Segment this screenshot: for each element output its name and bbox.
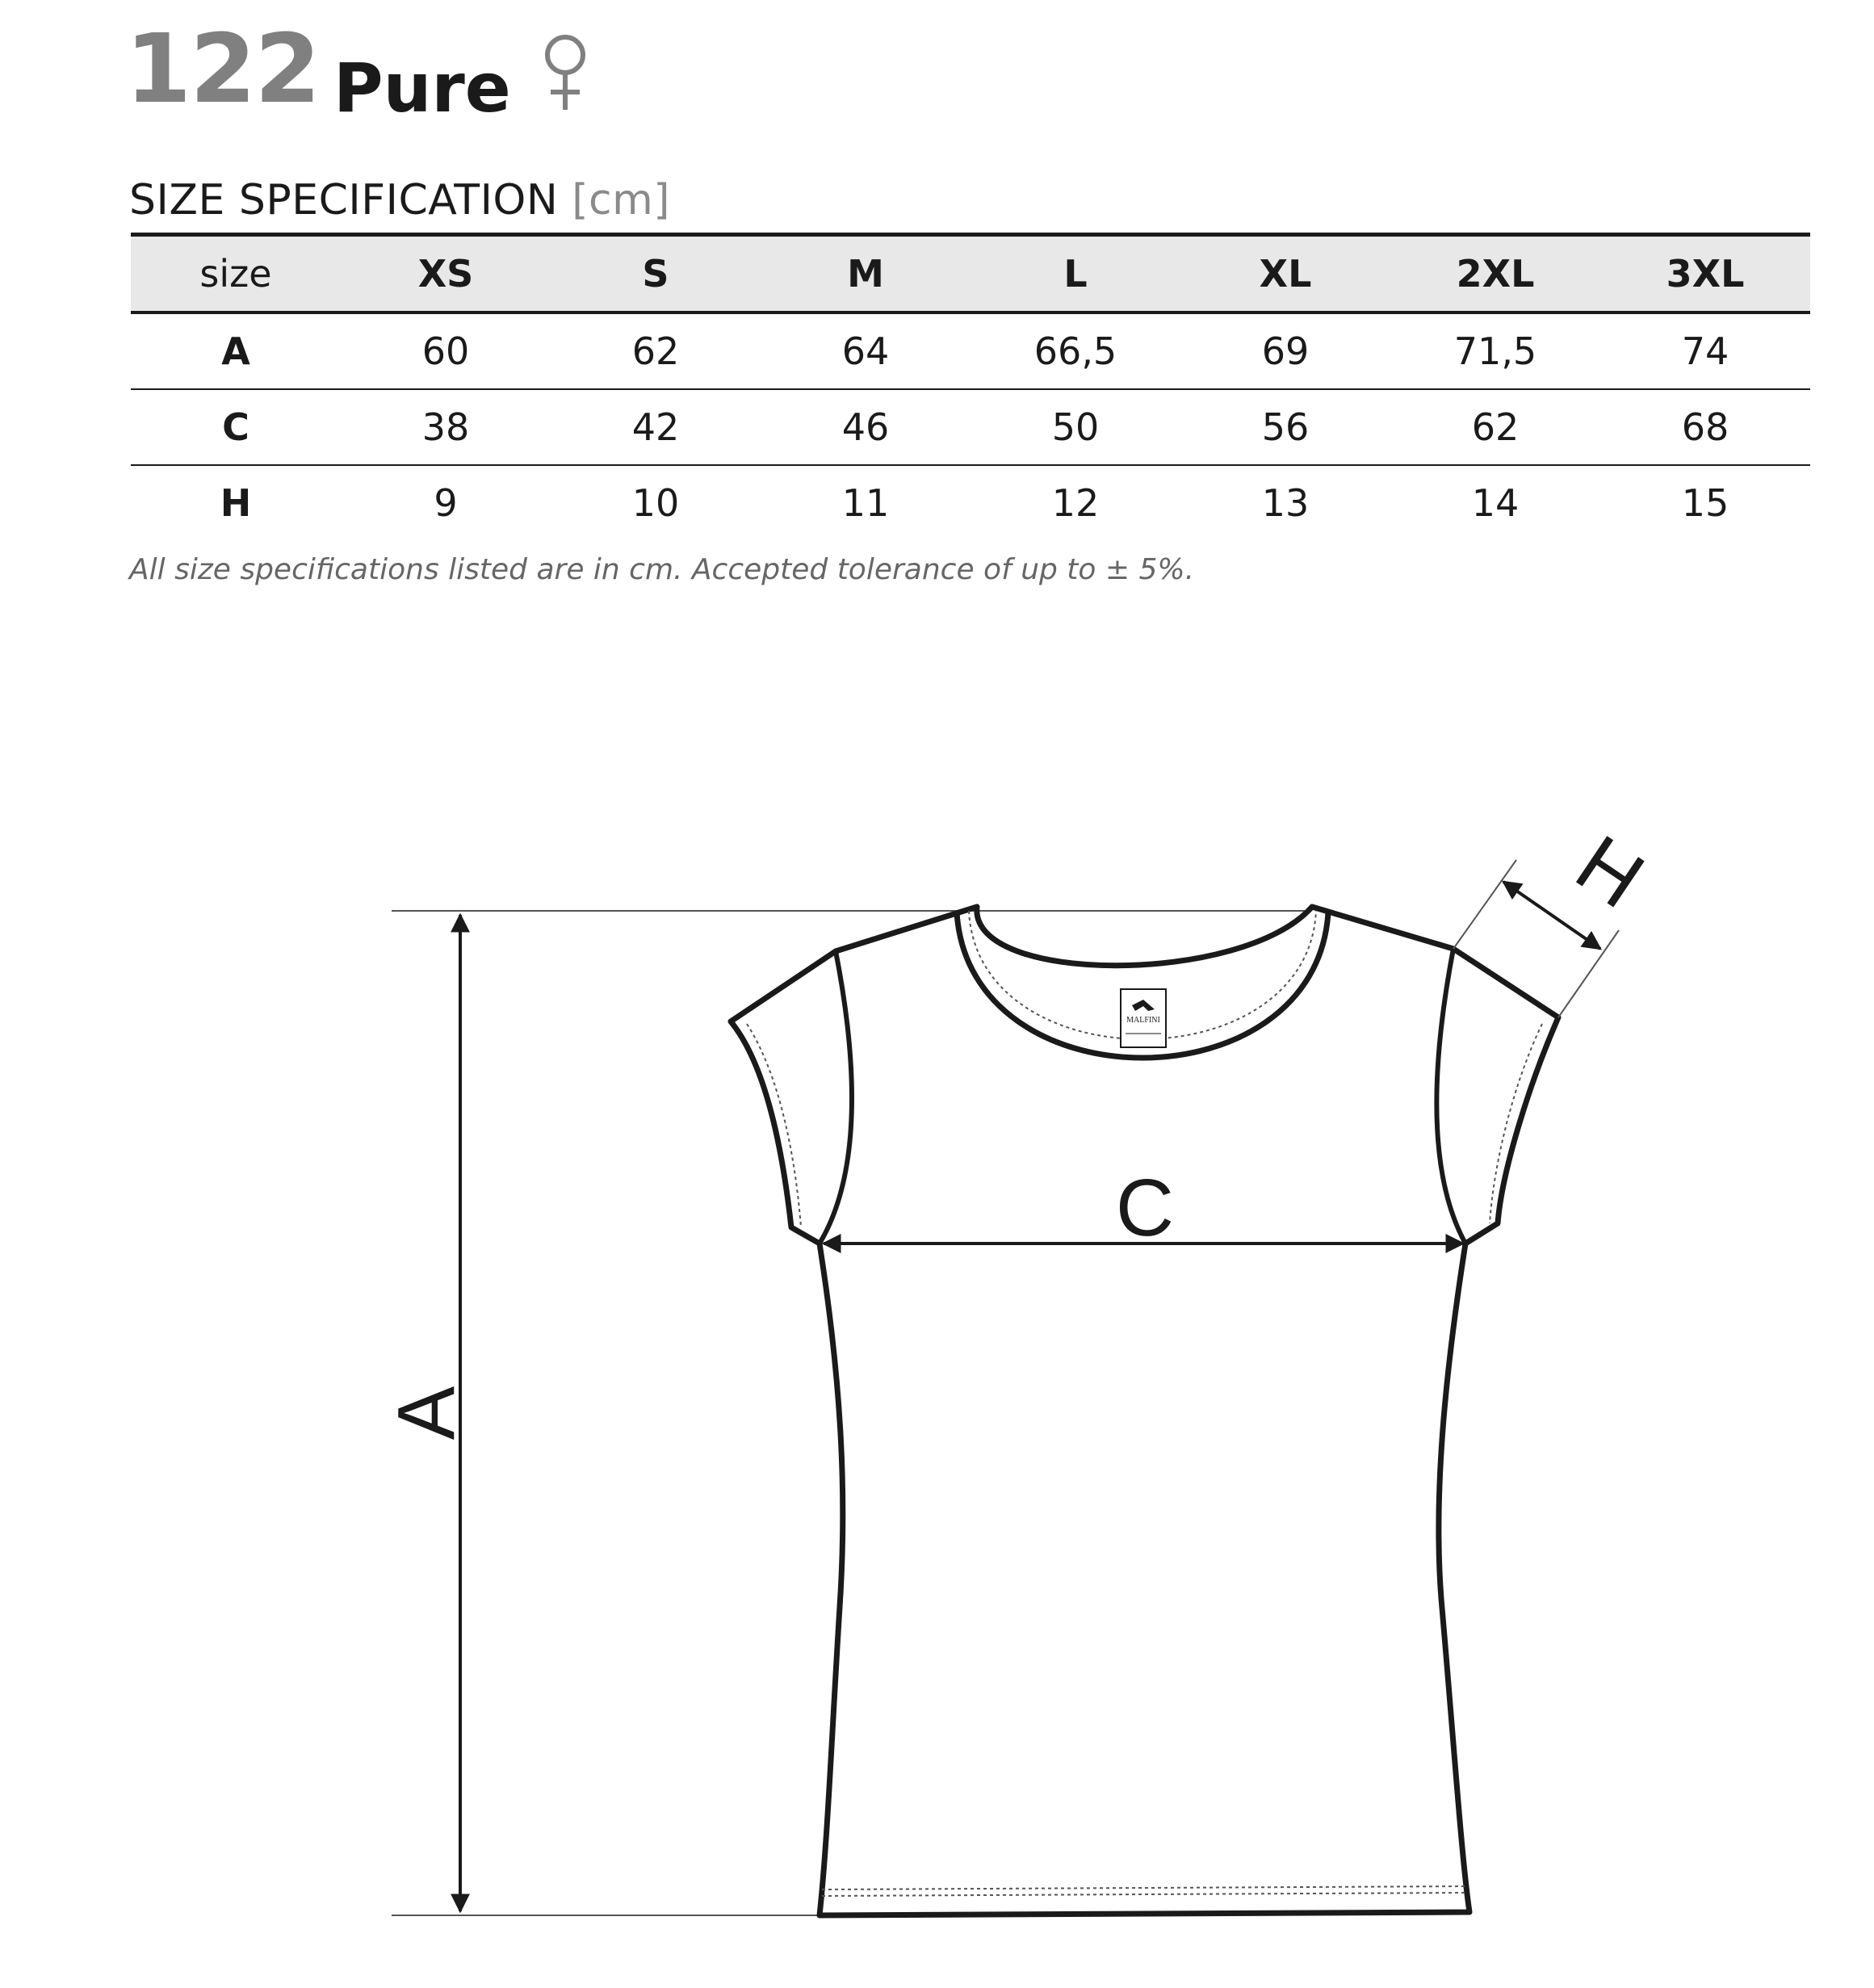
right-armhole-seam xyxy=(1436,949,1465,1244)
column-header: M xyxy=(761,235,971,313)
bottom-hem-stitch xyxy=(822,1886,1468,1889)
sleeve-reference-line xyxy=(1453,860,1516,949)
column-header: L xyxy=(971,235,1180,313)
bottom-hem-stitch xyxy=(822,1893,1468,1896)
table-cell: 12 xyxy=(1051,481,1100,525)
table-cell: 69 xyxy=(1180,312,1390,389)
table-cell: 13 xyxy=(1261,481,1310,525)
left-armhole-seam xyxy=(820,951,852,1244)
neck-tag-icon xyxy=(1121,989,1166,1047)
tag-brand: MALFINI xyxy=(1126,1016,1160,1025)
table-cell: 11 xyxy=(841,481,890,525)
row-label: H xyxy=(220,481,252,525)
column-header: XL xyxy=(1180,235,1390,313)
female-symbol-icon xyxy=(541,31,589,111)
right-sleeve-stitch xyxy=(1490,1024,1542,1223)
table-cell: 62 xyxy=(551,312,761,389)
section-unit: [cm] xyxy=(572,176,671,224)
table-cell: 42 xyxy=(551,389,761,465)
column-header: 3XL xyxy=(1600,235,1810,313)
column-header: size xyxy=(131,235,341,313)
row-label: A xyxy=(131,312,341,389)
tshirt-diagram xyxy=(0,807,1874,1988)
table-row xyxy=(131,389,1810,465)
table-cell: 10 xyxy=(631,481,680,525)
sleeve-reference-line xyxy=(1558,930,1619,1017)
row-label: C xyxy=(131,389,341,465)
column-header: S xyxy=(551,235,761,313)
product-name: Pure xyxy=(333,48,511,128)
table-cell: 71,5 xyxy=(1390,312,1600,389)
length-label: A xyxy=(381,1386,472,1441)
table-cell: 56 xyxy=(1180,389,1390,465)
table-cell: 62 xyxy=(1390,389,1600,465)
column-header: 2XL xyxy=(1390,235,1600,313)
product-code: 122 xyxy=(125,13,320,124)
table-cell: 68 xyxy=(1600,389,1810,465)
table-cell: 74 xyxy=(1600,312,1810,389)
tolerance-note: All size specifications listed are in cm. Accepted tolerance of up to ± 5%. xyxy=(129,553,1195,586)
section-title-text: SIZE SPECIFICATION xyxy=(129,176,559,224)
table-cell: 50 xyxy=(971,389,1180,465)
section-title xyxy=(129,176,670,224)
table-cell: 46 xyxy=(761,389,971,465)
size-table xyxy=(131,233,1810,540)
column-header: XS xyxy=(341,235,551,313)
sleeve-label: H xyxy=(1560,818,1660,926)
table-cell: 15 xyxy=(1681,481,1729,525)
table-row xyxy=(131,465,1810,540)
chest-label: C xyxy=(1115,1163,1175,1253)
product-header xyxy=(125,13,690,128)
table-cell: 38 xyxy=(341,389,551,465)
table-cell: 66,5 xyxy=(971,312,1180,389)
table-row xyxy=(131,312,1810,389)
table-cell: 64 xyxy=(761,312,971,389)
table-header-row xyxy=(131,235,1810,313)
table-cell: 60 xyxy=(341,312,551,389)
table-cell: 14 xyxy=(1471,481,1520,525)
table-cell: 9 xyxy=(434,481,458,525)
